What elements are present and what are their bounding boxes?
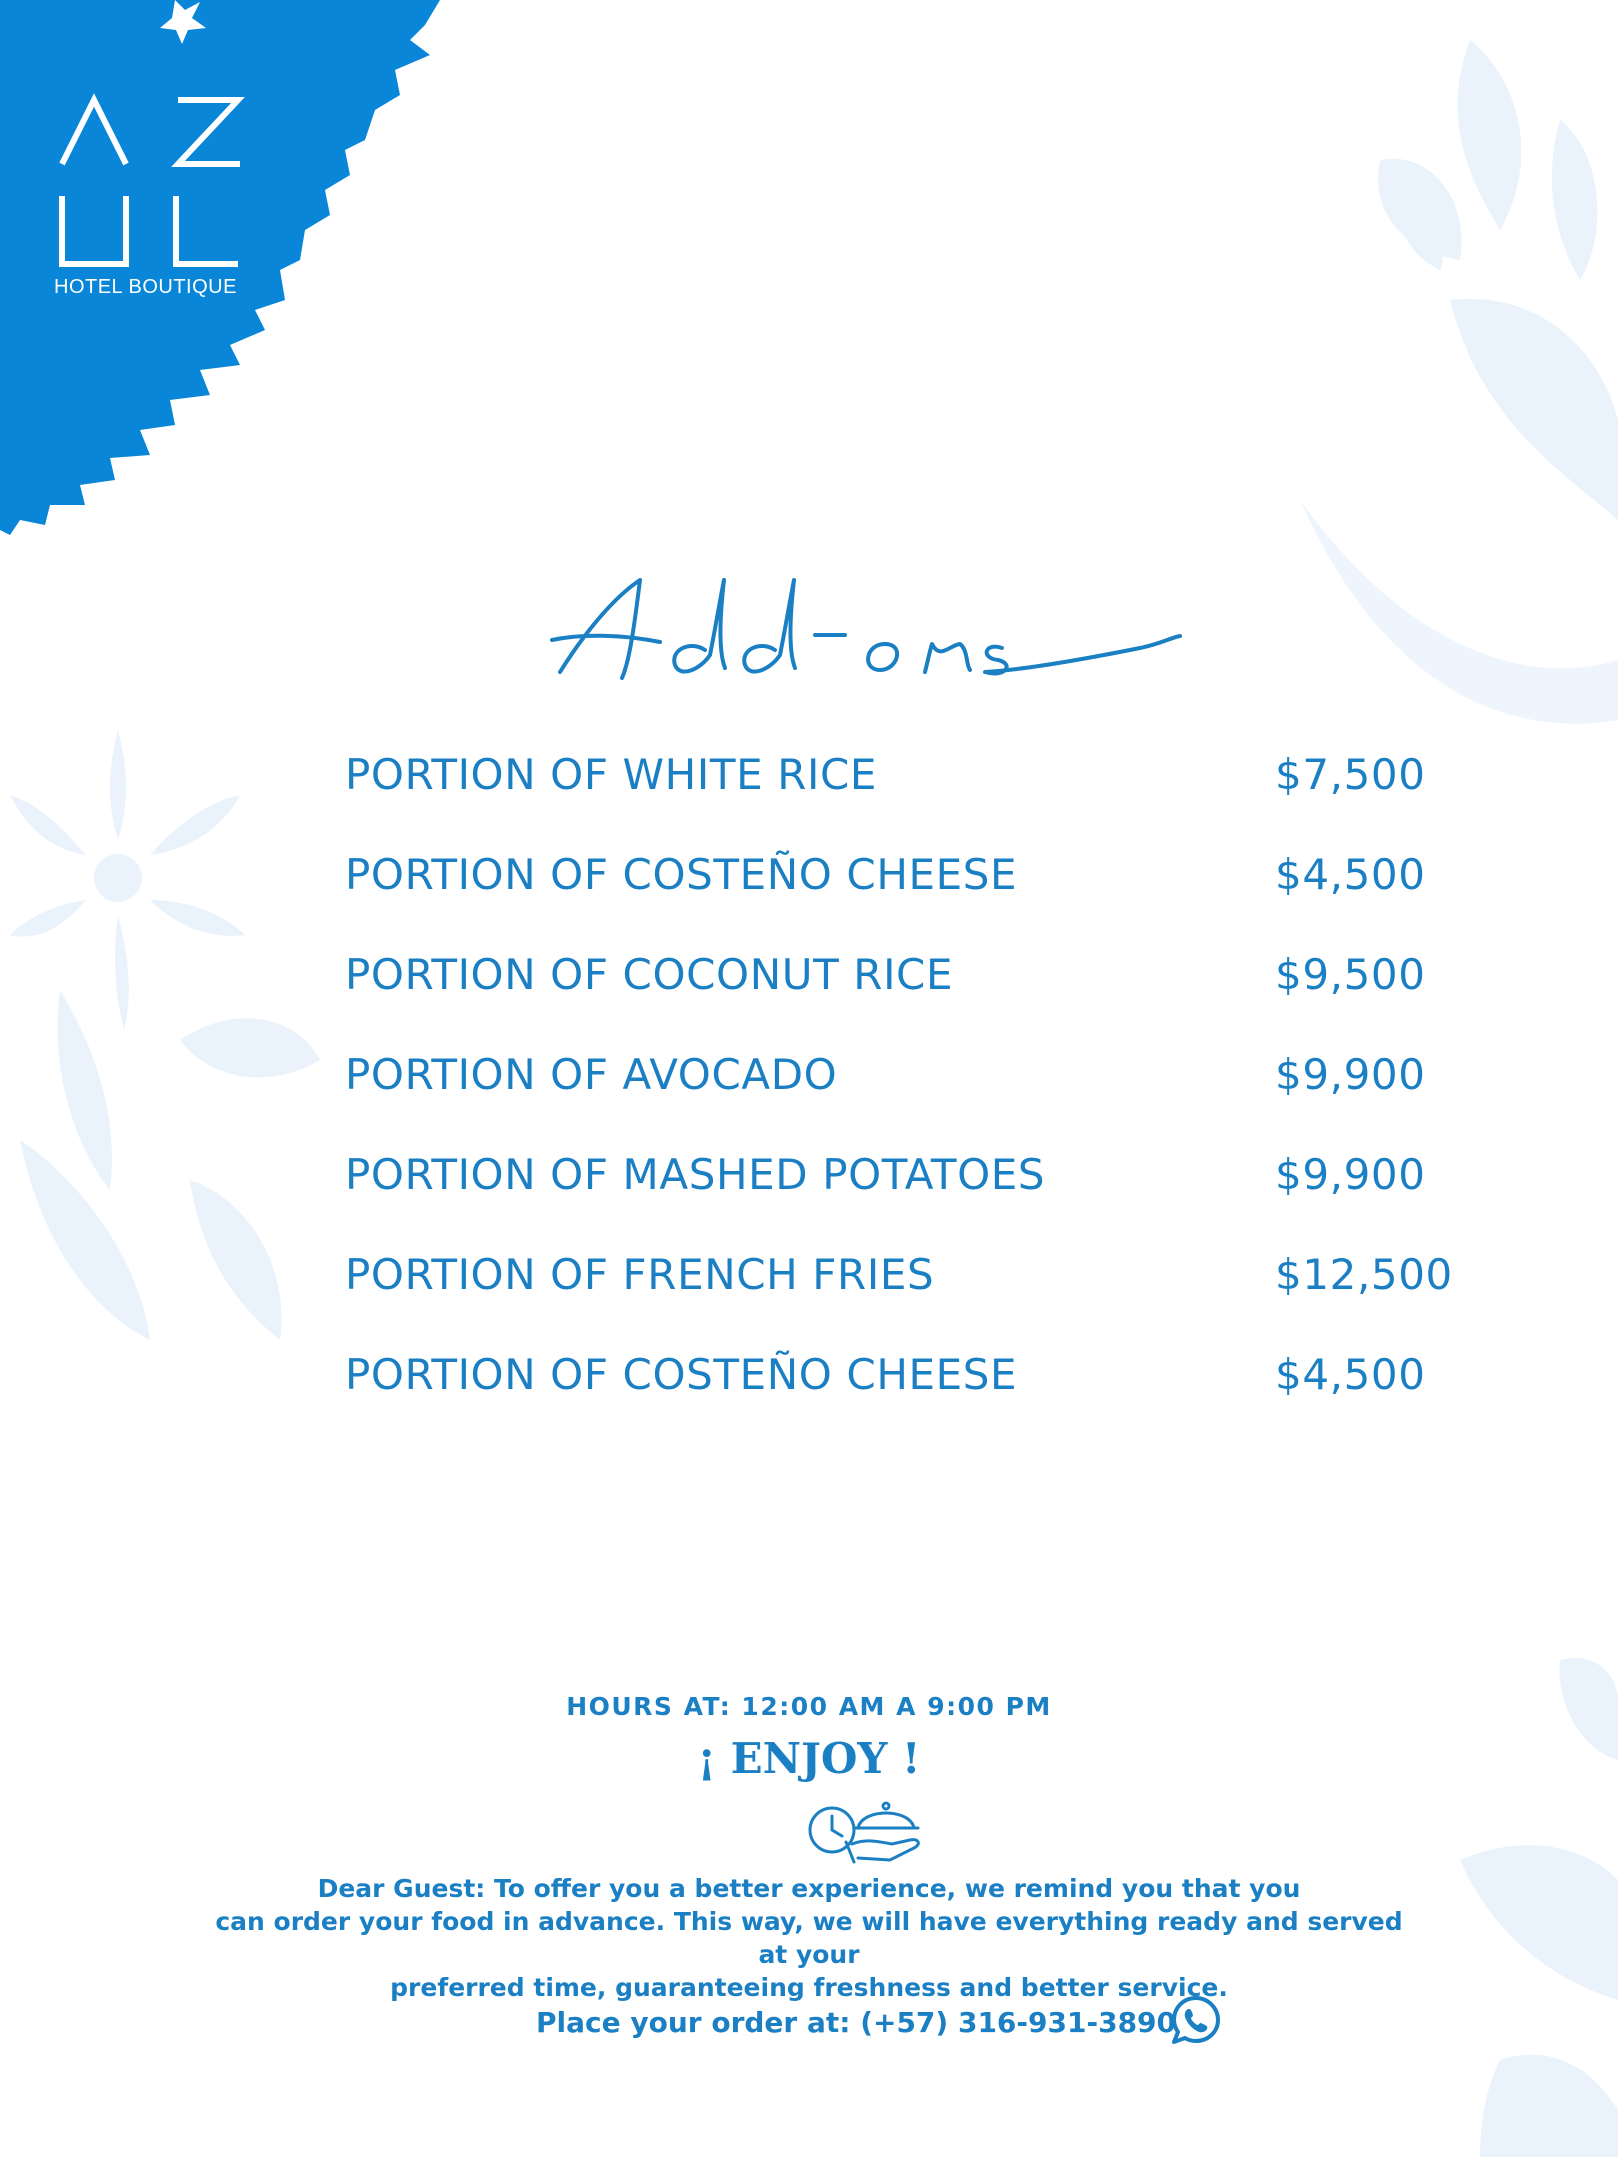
item-price: $9,900 (1275, 1050, 1426, 1099)
page-title (540, 560, 1200, 700)
notice-line: can order your food in advance. This way, we will have everything ready and served at your (215, 1907, 1403, 1969)
list-item (345, 950, 1465, 1050)
clock-cloche-hand-icon (806, 1786, 930, 1866)
item-name: PORTION OF MASHED POTATOES (345, 1150, 1046, 1199)
list-item (345, 1050, 1465, 1150)
item-name: PORTION OF AVOCADO (345, 1050, 838, 1099)
advance-order-notice (200, 1872, 1418, 2004)
hours-text: HOURS AT: 12:00 AM A 9:00 PM (566, 1692, 1052, 1721)
item-name: PORTION OF COSTEÑO CHEESE (345, 850, 1018, 899)
item-name: PORTION OF COSTEÑO CHEESE (345, 1350, 1018, 1399)
item-price: $9,900 (1275, 1150, 1426, 1199)
item-price: $4,500 (1275, 850, 1426, 899)
list-item (345, 1350, 1465, 1450)
item-price: $9,500 (1275, 950, 1426, 999)
item-name: PORTION OF FRENCH FRIES (345, 1250, 935, 1299)
notice-line: preferred time, guaranteeing freshness and better service. (390, 1973, 1228, 2002)
item-price: $7,500 (1275, 750, 1426, 799)
notice-line: Dear Guest: To offer you a better experience, we remind you that you (317, 1874, 1301, 1903)
script-title-graphic (540, 560, 1200, 700)
item-name: PORTION OF WHITE RICE (345, 750, 878, 799)
list-item (345, 1150, 1465, 1250)
brand-logo (0, 0, 460, 540)
whatsapp-icon[interactable] (1170, 1994, 1222, 2046)
item-price: $12,500 (1275, 1250, 1453, 1299)
brush-stroke-background (0, 0, 460, 540)
item-name: PORTION OF COCONUT RICE (345, 950, 954, 999)
list-item (345, 850, 1465, 950)
enjoy-heading: ¡ ENJOY ! (697, 1734, 921, 1783)
logo-subtitle: HOTEL BOUTIQUE (54, 276, 237, 298)
list-item (345, 750, 1465, 850)
list-item (345, 1250, 1465, 1350)
addons-list (345, 750, 1465, 1450)
order-phone[interactable]: Place your order at: (+57) 316-931-3890 (536, 2006, 1177, 2039)
item-price: $4,500 (1275, 1350, 1426, 1399)
